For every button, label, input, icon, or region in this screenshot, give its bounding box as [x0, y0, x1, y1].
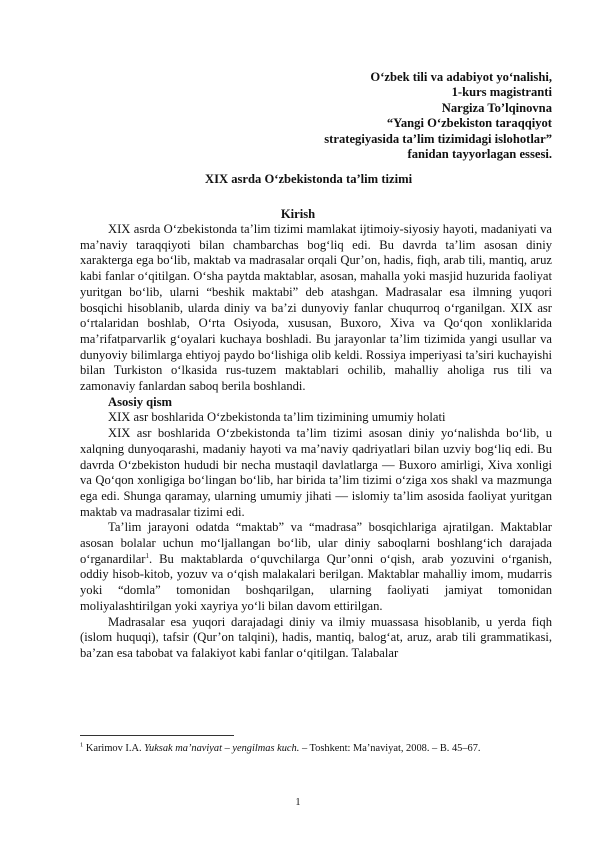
paragraph-text: Ta’lim jarayoni odatda “maktab” va “madrasa” bosqichlariga ajratilgan. Maktablar asosan bolalar uchun mo‘ljallangan bo‘lib, ular diniy saboqlarni boshlang‘ich darajada o‘rganardilar [80, 520, 552, 566]
footnote [80, 742, 552, 756]
document-title: XIX asrda O‘zbekistonda ta’lim tizimi [205, 172, 413, 186]
header-line: O‘zbek tili va adabiyot yo‘nalishi, [370, 70, 552, 84]
body-paragraph-with-footnote [80, 520, 552, 614]
body-paragraph: Madrasalar esa yuqori darajadagi diniy va ilmiy muassasa hisoblanib, u yerda fiqh (islom huquqi), tafsir (Qur’on talqini), hadis, mantiq, balog‘at, aruz, arab tili grammatikasi, ba’zan esa tabobat va falakiyot kabi fanlar o‘qitilgan. Talabalar [80, 614, 552, 660]
footnote-author: Karimov I.A. [85, 743, 142, 754]
intro-heading: Kirish [280, 207, 316, 221]
footnote-source: – Toshkent: Ma’naviyat, 2008. – B. 45–67. [301, 743, 481, 754]
header-line: 1-kurs magistranti [451, 85, 552, 100]
header-line: strategiyasida ta’lim tizimidagi islohotlar” [324, 131, 552, 146]
main-section-heading: Asosiy qism [108, 394, 173, 409]
header-line: Nargiza To’lqinovna [441, 100, 552, 115]
paragraph-text: . Bu maktablarda o‘quvchilarga Qur’onni o‘qish, arab yozuvini o‘rganish, oddiy hisob-kitob, yozuv va o‘qish malakalari berilgan. Maktablar mahalliy imom, mudarris yoki “domla” tomonidan boshqarilgan, ularning faoliyati jamiyat tomonidan moliyalashtirilgan yoki xayriya yo‘li bilan davom ettirilgan. [80, 551, 552, 613]
footnote-reference[interactable]: 1 [145, 551, 150, 560]
page-number: 1 [295, 797, 301, 808]
footnote-separator [80, 735, 234, 736]
footnote-title: Yuksak ma’naviyat – yengilmas kuch. [144, 743, 300, 754]
footnote-mark: 1 [80, 741, 84, 749]
header-line: fanidan tayyorlagan essesi. [407, 147, 552, 162]
author-header [80, 70, 552, 162]
subsection-heading: XIX asr boshlarida O‘zbekistonda ta’lim tizimining umumiy holati [108, 410, 446, 425]
body-paragraph: XIX asr boshlarida O‘zbekistonda ta’lim tizimi asosan diniy yo‘nalishda bo‘lib, u xalqning dunyoqarashi, madaniy hayoti va ma’naviy qadriyatlari bilan uzviy bog‘liq edi. Bu davrda O‘zbekiston hududi bir necha mustaqil davlatlarga — Buxoro amirligi, Xiva xonligi va Qo‘qon xonligiga bo‘lingan bo‘lib, har birida ta’lim tizimi o‘ziga xos shakl va mazmunga ega edi. Shunga qaramay, ularning umumiy jihati — islomiy ta’lim asosida faoliyat yuritgan maktab va madrasalar tizimi edi. [80, 426, 552, 519]
document-body [80, 222, 552, 662]
header-line: “Yangi O‘zbekiston taraqqiyot [386, 116, 552, 131]
intro-paragraph: XIX asrda O‘zbekistonda ta’lim tizimi mamlakat ijtimoiy-siyosiy hayoti, madaniyati va ma’naviy taraqqiyoti bilan chambarchas bog‘liq edi. Bu davrda ta’lim asosan diniy xarakterga ega bo‘lib, maktab va madrasalar orqali Qur’on, hadis, fiqh, arab tili, mantiq, aruz kabi fanlar o‘qitilgan. O‘sha paytda maktablar, asosan, mahalla yoki masjid huzurida faoliyat yuritgan bo‘lib, ularni “beshik maktabi” deb atashgan. Madrasalar esa ilmning yuqori bosqichi hisoblanib, ularda diniy va ba’zi dunyoviy fanlar chuqurroq o‘rganilgan. XIX asr o‘rtalaridan boshlab, O‘rta Osiyoda, xususan, Buxoro, Xiva va Qo‘qon xonliklarida ma’rifatparvarlik g‘oyalari kuchaya boshladi. Bu jarayonlar ta’lim tizimida yangi usullar va dunyoviy bilimlarga ehtiyoj paydo bo‘lishiga olib keldi. Rossiya imperiyasi ta’siri kuchayishi bilan Turkiston o‘lkasida rus-tuzem maktablari ochilib, mahalliy aholiga rus tili va zamonaviy fanlardan saboq berila boshlandi. [80, 222, 552, 394]
